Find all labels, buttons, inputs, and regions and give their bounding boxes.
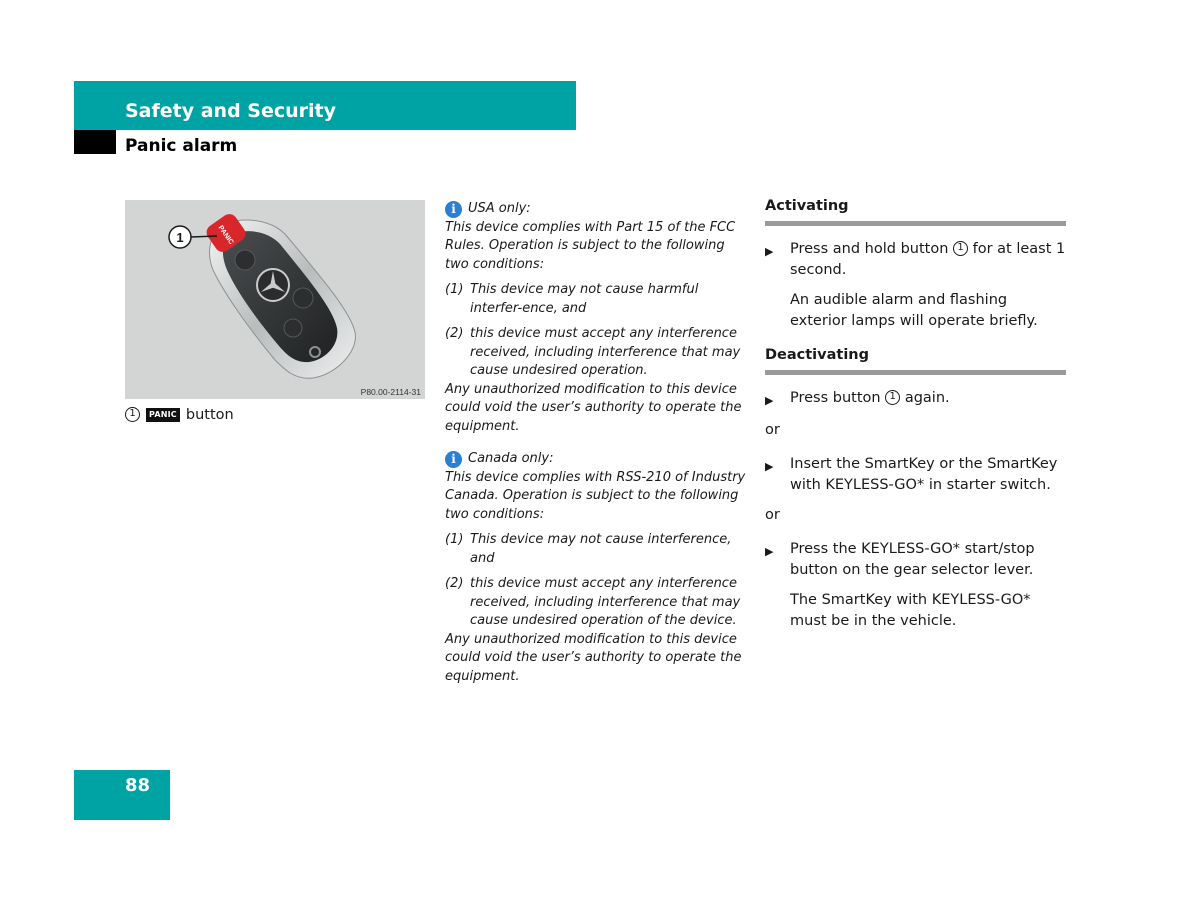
button-number: 1 [885,390,900,405]
subsection-title: Panic alarm [125,136,238,156]
smartkey-figure [125,200,425,399]
regulatory-notes [445,200,750,686]
button-number: 1 [953,241,968,256]
deactivating-step: ▶ Press the KEYLESS-GO* start/stop button on the gear selector lever. [765,539,1066,581]
figure-callout-number: 1 [176,230,184,245]
or-separator: or [765,507,780,523]
instructions [765,196,1066,632]
info-icon: i [445,201,462,218]
activating-heading: Activating [765,196,1066,226]
triangle-right-icon: ▶ [765,545,774,558]
caption-text: button [185,407,234,423]
section-title: Safety and Security [125,100,337,122]
figure-caption [125,407,234,423]
note-label: USA only: [468,201,531,216]
caption-number: 1 [125,407,140,422]
smartkey-illustration [125,200,425,399]
deactivating-heading: Deactivating [765,345,1066,375]
activating-note: An audible alarm and flashing exterior lamps will operate briefly. [790,292,1038,329]
note-usa [445,200,750,436]
deactivating-step: ▶ Insert the SmartKey or the SmartKey with KEYLESS-GO* in starter switch. [765,454,1066,496]
info-icon: i [445,451,462,468]
note-condition: (1) This device may not cause harmful interfer-ence, and [445,282,699,316]
note-canada [445,450,750,686]
note-label: Canada only: [468,451,554,466]
triangle-right-icon: ▶ [765,245,774,258]
note-condition: (2) this device must accept any interference received, including interference that may cause undesired operation of the device. [445,576,741,628]
page-number-box [74,770,170,820]
note-condition: (2) this device must accept any interference received, including interference that may cause undesired operation. [445,326,741,378]
triangle-right-icon: ▶ [765,460,774,473]
or-separator: or [765,422,780,438]
mercedes-star-icon [257,269,289,301]
page-number: 88 [125,775,151,796]
panic-key-label: PANIC [216,224,235,247]
triangle-right-icon: ▶ [765,394,774,407]
note-closing: Any unauthorized modification to this device could void the user’s authority to operate the equipment. [445,381,742,434]
figure-code: P80.00-2114-31 [360,387,421,397]
note-closing: Any unauthorized modification to this device could void the user’s authority to operate the equipment. [445,631,742,684]
deactivating-note: The SmartKey with KEYLESS-GO* must be in the vehicle. [790,592,1031,629]
deactivating-step: ▶ Press button 1 again. [765,388,1066,411]
panic-badge: PANIC [146,408,180,422]
note-intro: This device complies with Part 15 of the FCC Rules. Operation is subject to the following two conditions: [445,219,736,272]
note-condition: (1) This device may not cause interference, and [445,532,732,566]
subsection-marker [74,130,116,154]
activating-step: ▶ Press and hold button 1 for at least 1 second. [765,239,1066,281]
note-intro: This device complies with RSS-210 of Industry Canada. Operation is subject to the following two conditions: [445,469,746,522]
